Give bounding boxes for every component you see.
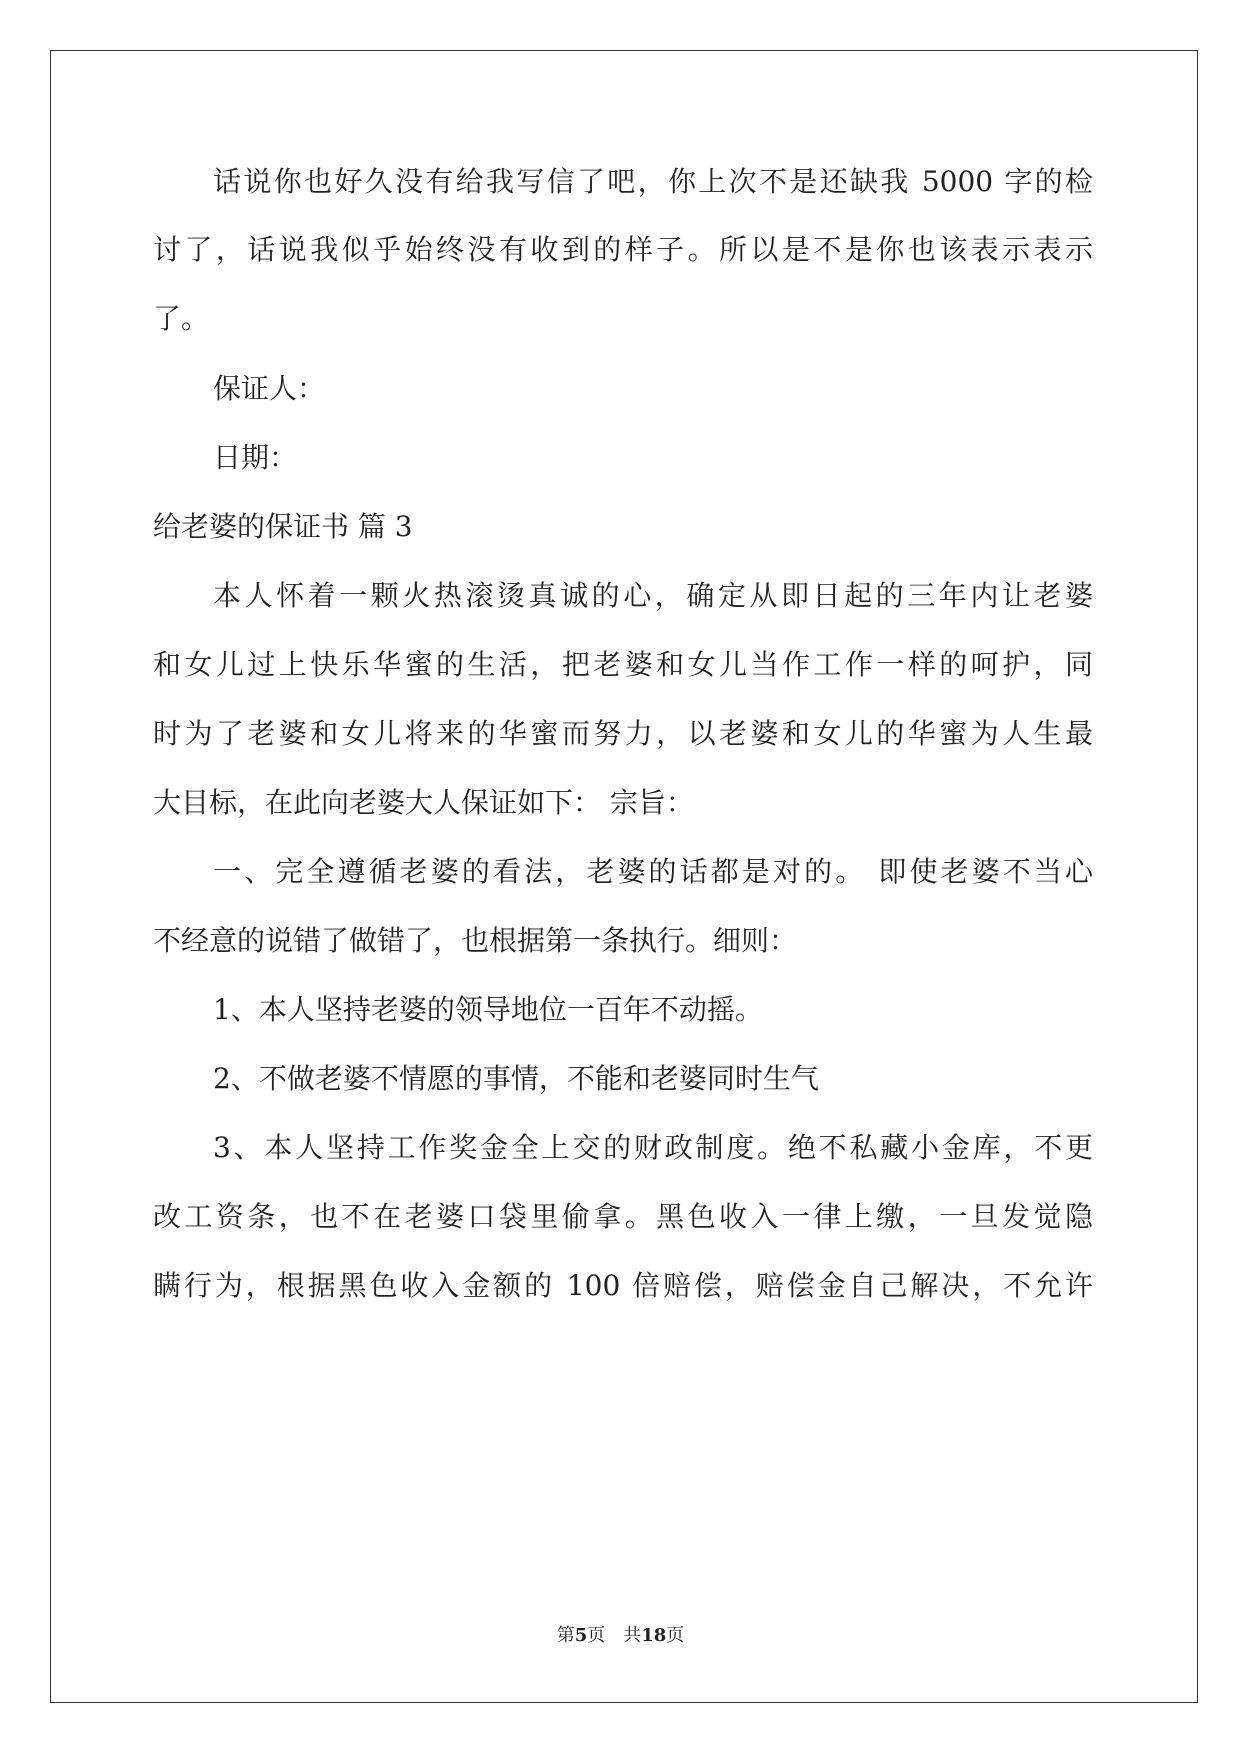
footer-suffix: 页	[666, 1625, 685, 1646]
paragraph-line: 一、完全遵循老婆的看法，老婆的话都是对的。 即使老婆不当心	[213, 855, 1093, 888]
paragraph-line: 了。	[153, 302, 210, 335]
list-item: 1、本人坚持老婆的领导地位一百年不动摇。	[213, 993, 763, 1026]
paragraph-line: 不经意的说错了做错了，也根据第一条执行。细则：	[153, 924, 798, 957]
list-item: 2、不做老婆不情愿的事情，不能和老婆同时生气	[213, 1062, 819, 1095]
total-pages-number: 18	[641, 1625, 667, 1646]
paragraph-line: 瞒行为，根据黑色收入金额的 100 倍赔偿，赔偿金自己解决，不允许	[153, 1269, 1093, 1302]
paragraph-line: 改工资条，也不在老婆口袋里偷拿。黑色收入一律上缴，一旦发觉隐	[153, 1200, 1093, 1233]
paragraph-line: 本人怀着一颗火热滚烫真诚的心，确定从即日起的三年内让老婆	[213, 579, 1093, 612]
paragraph-line: 话说你也好久没有给我写信了吧，你上次不是还缺我 5000 字的检	[213, 165, 1093, 198]
paragraph-line: 时为了老婆和女儿将来的华蜜而努力，以老婆和女儿的华蜜为人生最	[153, 717, 1093, 750]
paragraph-line: 大目标，在此向老婆大人保证如下： 宗旨：	[153, 786, 694, 819]
signer-label: 保证人：	[213, 372, 326, 405]
current-page-number: 5	[574, 1625, 588, 1646]
paragraph-line: 和女儿过上快乐华蜜的生活，把老婆和女儿当作工作一样的呵护，同	[153, 648, 1093, 681]
page-footer	[0, 1624, 1241, 1648]
section-heading: 给老婆的保证书 篇 3	[153, 510, 413, 543]
date-label: 日期：	[213, 441, 298, 474]
footer-mid: 页 共	[587, 1625, 642, 1646]
footer-prefix: 第	[556, 1625, 575, 1646]
paragraph-line: 讨了，话说我似乎始终没有收到的样子。所以是不是你也该表示表示	[153, 233, 1093, 266]
list-item: 3、本人坚持工作奖金全上交的财政制度。绝不私藏小金库，不更	[213, 1131, 1093, 1164]
